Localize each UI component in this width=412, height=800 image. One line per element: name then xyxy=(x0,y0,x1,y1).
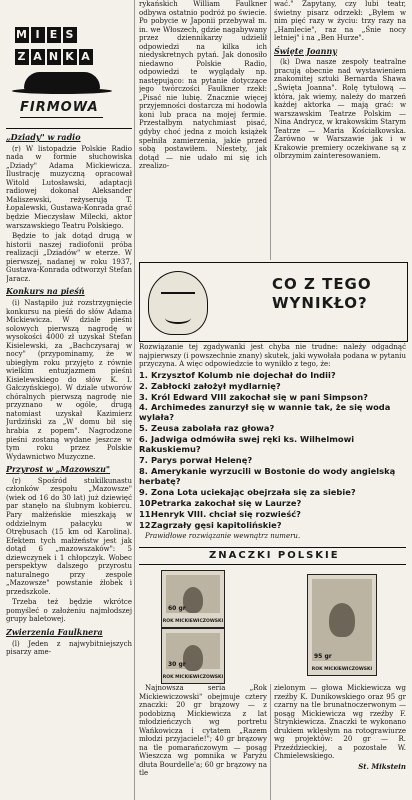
author-signature: St. Mikstein xyxy=(358,761,406,771)
quiz-item-number: 3. xyxy=(139,391,148,402)
quiz-item-number: 8. xyxy=(139,466,148,477)
stamps-title: ZNACZKI POLSKIE xyxy=(209,550,340,561)
quiz-item xyxy=(139,510,406,520)
masthead-letter: A xyxy=(31,49,45,65)
section-title-joanna: Święte Joanny xyxy=(274,45,337,56)
section-title-mazowsze: Przyrost w „Mazowszu" xyxy=(6,464,111,475)
stamp-image xyxy=(307,574,377,676)
quiz-item-text: Amerykanie wyrzucili w Bostonie do wody angielską herbatę? xyxy=(139,466,396,487)
column-right xyxy=(274,0,406,260)
quiz-item-text: Zagrzały gęsi kapitolińskie? xyxy=(151,519,282,530)
paragraph: (l) Jeden z najwybitniejszych pisarzy ame- xyxy=(6,639,132,657)
quiz-item xyxy=(139,393,406,403)
quiz-item-text: Parys porwał Helenę? xyxy=(151,455,253,466)
statue-icon xyxy=(329,603,355,637)
portrait-icon xyxy=(183,645,203,671)
quiz-item xyxy=(139,499,406,509)
quiz-item-number: 6. xyxy=(139,434,148,445)
masthead-letter: A xyxy=(79,49,93,65)
quiz-item-number: 2. xyxy=(139,380,148,391)
quiz-item-text: Henryk VIII. chciał się rozwieść? xyxy=(151,508,301,519)
masthead-letter: M xyxy=(16,28,28,41)
column-divider xyxy=(270,684,271,800)
stamps-article-col xyxy=(139,684,267,800)
stamp-value: 30 gr xyxy=(168,660,186,668)
quiz-item xyxy=(139,456,406,466)
quiz-intro: Rozwiązanie tej zgadywanki jest chyba nie trudne: należy odgadnąć najpierwszy (i powszechnie znany) skutek, jaki wywołała podana w pytaniu przyczyna. A więc odpowiedzcie to wynikło z tego, że: xyxy=(139,343,406,369)
stamp-label: ROK MICKIEWICZOWSKI xyxy=(162,618,224,624)
paragraph: (r) Spośród stukilkunastu członków zespołu „Mazowsze" (wiek od 16 do 30 lat) już dziewięć par stanęło na ślubnym kobiercu. Pary małżeńskie mieszkają w oddzielnym pałacyku w Otrębusach (15 km od Karolina). Efektem tych małżeństw jest jak dotąd 6 „mazowszaków": 5 dziewczynek i 1 chłopczyk. Wobec perspektyw dalszego przyrostu naturalnego przy zespole „Mazowsze" powstanie żłobek i przedszkole. xyxy=(6,476,132,596)
quiz-item-number: 11. xyxy=(139,508,154,519)
quiz-header xyxy=(139,262,408,342)
masthead-letter: S xyxy=(63,27,77,43)
masthead xyxy=(6,0,132,129)
column-left xyxy=(6,0,132,800)
quiz-item xyxy=(139,403,406,423)
section-title-konkurs: Konkurs na pieśń xyxy=(6,286,85,297)
masthead-letter: I xyxy=(31,27,45,43)
stamp-label: ROK MICKIEWICZOWSKI xyxy=(162,674,224,680)
quiz-title-line: WYNIKŁO? xyxy=(272,293,368,312)
quiz-body xyxy=(139,343,406,543)
quiz-item xyxy=(139,521,406,531)
paragraph: (r) W listopadzie Polskie Radio nada w formie słuchowiska „Dziady" Adama Mickiewicza. Ilustrację muzyczną opracował Witold Lutosławski, adaptacji radiowej dokonał Aleksander Maliszewski, reżyserują T. Łopalewski, Gustawa-Konrada grać będzie Mieczysław Milecki, aktor warszawskiego Teatru Polskiego. xyxy=(6,144,132,230)
thinking-face-icon xyxy=(148,271,208,335)
masthead-letter: K xyxy=(63,49,77,65)
quiz-note: Prawidłowe rozwiązanie wewnątrz numeru. xyxy=(145,531,301,540)
quiz-item-number: 7. xyxy=(139,455,148,466)
section-title-faulkner: Zwierzenia Faulknera xyxy=(6,626,103,637)
quiz-list xyxy=(139,371,406,531)
column-divider xyxy=(270,0,271,260)
quiz-item xyxy=(139,382,406,392)
quiz-item-text: Jadwiga odmówiła swej ręki ks. Wilhelmowi Rakuskiemu? xyxy=(139,434,355,455)
quiz-item-text: Zabłocki założył mydlarnię? xyxy=(151,380,281,391)
portrait-icon xyxy=(183,587,203,613)
stamp-label: ROK MICKIEWICZOWSKI xyxy=(311,666,373,672)
section-title-dziady: „Dziady" w radio xyxy=(6,132,81,142)
quiz-item-number: 9. xyxy=(139,487,148,498)
hat-brim-icon xyxy=(12,88,112,94)
masthead-letter: N xyxy=(48,49,60,63)
stamp-field xyxy=(312,579,372,661)
quiz-item-number: 1. xyxy=(139,369,148,380)
stamp-value: 95 gr xyxy=(314,652,332,660)
quiz-title xyxy=(272,275,372,313)
quiz-item xyxy=(139,488,406,498)
stamps-article-col xyxy=(274,684,406,800)
paragraph: Będzie to jak dotąd drugą w historii naszej radiofonii próba realizacji „Dziadów" w eterze. W pierwszej, nadanej w roku 1937, Gustawa-Konrada odtworzył Stefan Jaracz. xyxy=(6,232,132,283)
paragraph: zielonym — głowa Mickiewicza wg rzeźby K. Dunikowskiego oraz 95 gr czarny na tle brunatnoczerwonym — posąg Mickiewicza wg rzeźby F. Strynkiewicza. Znaczki te wykonano drukiem wklęsłym na rotograwiurze wg projektów: 20 gr — R. Przeździeckiej, a pozostałe W. Chmielewskiego. xyxy=(274,684,406,761)
paragraph: Najnowsza seria „Rok Mickiewiczowski" obejmuje cztery znaczki: 20 gr brązowy — z podobizną Mickiewicza z lat młodzieńczych wg portretu Wańkowicza i cytatem „Razem młodzi przyjaciele!"; 40 gr brązowy na tle pomarańczowym — posąg Wieszcza wg pomnika w Paryżu dłuta Bourdelle'a; 60 gr brązowy na tle xyxy=(139,684,267,778)
masthead-letter: Z xyxy=(15,49,29,65)
paragraph: rykańskich William Faulkner odbywa ostatnio podróż po świecie. Po pobycie w Japonii przebywał m. in. we Włoszech, gdzie nagabywany przez dziennikarzy udzielił odpowiedzi na kilka ich niedyskretnych pytań. Jak donosiło niedawno Polskie Radio, odpowiedzi te wyglądały np. następująco: na pytanie dotyczące jego twórczości Faulkner rzekł: „Pisać nie lubię. Znacznie więcej przyjemności dostarcza mi hodowla koni lub praca na mojej fermie. Przestałbym natychmiast pisać, gdyby choć jedna z moich książek spełniła zamierzenia, jakie przed sobą postawiłem. Niestety, jak dotąd — nie udało mi się ich zrealizo- xyxy=(139,0,267,171)
quiz-item-text: Petrarka zakochał się w Laurze? xyxy=(151,498,302,509)
quiz-item xyxy=(139,435,406,455)
column-middle xyxy=(139,0,267,260)
stamp-value: 60 gr xyxy=(168,604,186,612)
quiz-item-text: Archimedes zanurzył się w wannie tak, że się woda wylała? xyxy=(139,402,391,423)
quiz-item-text: Krzysztof Kolumb nie dojechał do Indii? xyxy=(151,369,336,380)
paragraph: (i) Nastąpiło już rozstrzygnięcie konkursu na pieśń do słów Adama Mickiewicza. W dziale pieśni solowych pierwszą nagrodę w wysokości 4000 zł uzyskał Stefan Kisielewski, za „Bachczysaraj w nocy" (przypominamy, że w ubiegłym roku przyjęto z równie wielkim entuzjazmem pieśni Kisielewskiego do słów K. I. Gałczyńskiego). W dziale utworów chóralnych pierwszą nagrodę nie przyznano w ogóle, drugą natomiast uzyskał Kazimierz Jurdziński za „W domu bił się hrabia z popem". Nagrodzone pieśni zostaną wydane jeszcze w tym roku przez Polskie Wydawnictwo Muzyczne. xyxy=(6,299,132,461)
quiz-item-text: Zeusa zabolała raz głowa? xyxy=(151,423,275,434)
masthead-letter: E xyxy=(47,27,61,43)
quiz-item-text: Król Edward VIII zakochał się w pani Simpson? xyxy=(151,391,368,402)
quiz-item-number: 4. xyxy=(139,402,148,413)
masthead-letters xyxy=(14,22,94,66)
quiz-item-number: 5. xyxy=(139,423,148,434)
stamp-image xyxy=(161,628,225,684)
paragraph: wać." Zapytany, czy lubi teatr, świetny pisarz odrzekł: „Byłem w nim pięć razy w życiu: trzy razy na „Hamlecie", raz na „Śnie nocy letniej" i na „Ben Hurze". xyxy=(274,0,406,43)
masthead-subtitle: FIRMOWA xyxy=(20,100,99,115)
quiz-item-number: 10. xyxy=(139,498,154,509)
paragraph: (k) Dwa nasze zespoły teatralne pracują obecnie nad wystawieniem znakomitej sztuki Bernarda Shawa „Święta Joanna". Rolę tytułową — która, jak wiemy, należy do marzeń każdej aktorka — mają grać: w warszawskim Teatrze Polskim — Nina Andrycz, w krakowskim Starym Teatrze — Maria Kościałkowska. Żarówno w Warszawie jak i w Krakowie premiery oczekiwane są z olbrzymim zainteresowaniem. xyxy=(274,58,406,161)
quiz-item-number: 12. xyxy=(139,519,154,530)
quiz-item xyxy=(139,424,406,434)
quiz-item xyxy=(139,467,406,487)
quiz-item xyxy=(139,371,406,381)
quiz-title-line: CO Z TEGO xyxy=(272,275,372,293)
stamps-illustration xyxy=(139,566,406,682)
stamp-image xyxy=(161,570,225,628)
quiz-item-text: Zona Lota uciekając obejrzała się za siebie? xyxy=(151,487,356,498)
stamps-header xyxy=(139,547,406,565)
stamps-article xyxy=(139,684,406,800)
column-divider xyxy=(134,0,135,800)
paragraph: Trzeba też będzie wkrótce pomyśleć o założeniu najmłodszej grupy baletowej. xyxy=(6,598,132,624)
